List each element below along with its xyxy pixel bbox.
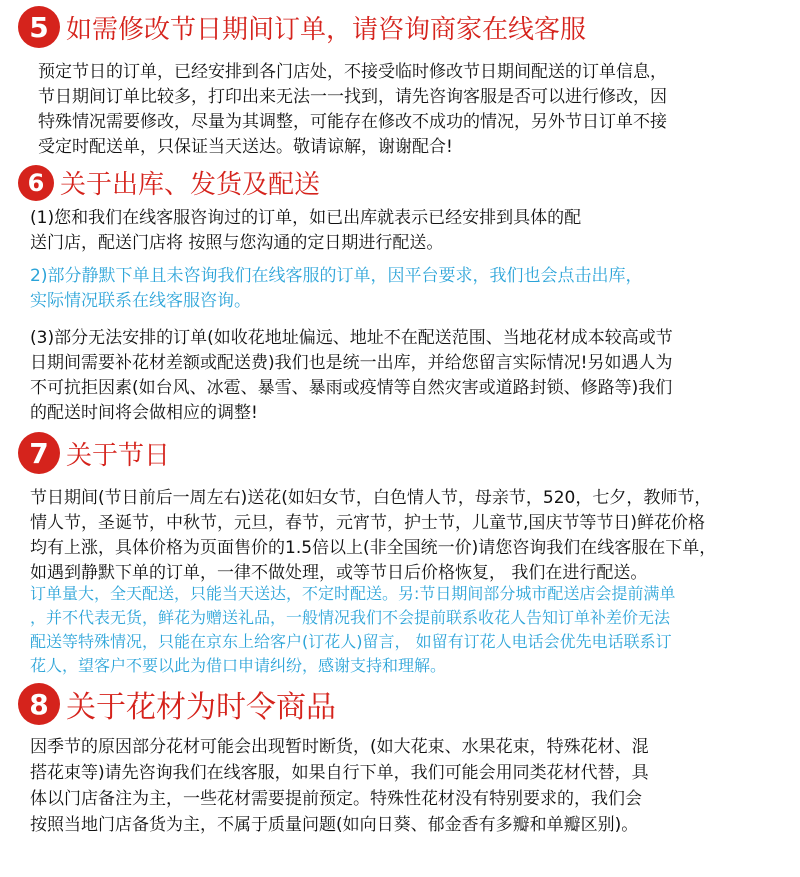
section-6-paragraph-2: 2)部分静默下单且未咨询我们在线客服的订单，因平台要求，我们也会点击出库， 实际情况联系在线客服咨询。	[30, 266, 643, 311]
section-number-badge: 5	[18, 6, 60, 48]
section-title: 关于出库、发货及配送	[60, 170, 321, 200]
section-5-header	[18, 6, 586, 48]
section-8-paragraph-1: 因季节的原因部分花材可能会出现暂时断货，(如大花束、水果花束，特殊花材、混 搭花束等)请先咨询我们在线客服，如果自行下单，我们可能会用同类花材代替，具 体以门店备注为主，一些花材需要提前预定。特殊性花材没有特别要求的，我们会 按照当地门店备货为主，不属于质量问题(如向日葵、郁金香有多瓣和单瓣区别)。	[30, 737, 649, 835]
section-title: 关于花材为时令商品	[66, 690, 336, 725]
section-5-paragraph-1: 预定节日的订单，已经安排到各门店处，不接受临时修改节日期间配送的订单信息， 节日期间订单比较多，打印出来无法一一找到，请先咨询客服是否可以进行修改，因 特殊情况需要修改，尽量为其调整，可能存在修改不成功的情况，另外节日订单不接 受定时配送单，只保证当天送达。敬请谅解，谢谢配合!	[38, 62, 667, 157]
section-6-header	[18, 164, 320, 201]
section-number-badge: 7	[18, 432, 60, 474]
section-7-paragraph-2: 订单量大，全天配送，只能当天送达，不定时配送。另:节日期间部分城市配送店会提前满单 ，并不代表无货，鲜花为赠送礼品，一般情况我们不会提前联系收花人告知订单补差价无法 配送等特殊情况，只能在京东上给客户(订花人)留言， 如留有订花人电话会优先电话联系订 花人，望客户不要以此为借口申请纠纷，感谢支持和理解。	[30, 584, 676, 675]
section-number-badge: 6	[18, 165, 54, 201]
section-number-badge: 8	[18, 683, 60, 725]
section-title: 如需修改节日期间订单，请咨询商家在线客服	[66, 14, 587, 45]
section-6-paragraph-3: (3)部分无法安排的订单(如收花地址偏远、地址不在配送范围、当地花材成本较高或节 日期间需要补花材差额或配送费)我们也是统一出库，并给您留言实际情况!另如遇人为 不可抗拒因素(如台风、冰雹、暴雪、暴雨或疫情等自然灾害或道路封锁、修路等)我们 的配送时间将会做相应的调整!	[30, 328, 673, 423]
section-8-header	[18, 682, 336, 726]
section-7-paragraph-1: 节日期间(节日前后一周左右)送花(如妇女节，白色情人节，母亲节，520，七夕，教师节， 情人节，圣诞节，中秋节，元旦，春节，元宵节，护士节，儿童节,国庆节等节日)鲜花价格 均有上涨，具体价格为页面售价的1.5倍以上(非全国统一价)请您咨询我们在线客服在下单， 如遇到静默下单的订单，一律不做处理，或等节日后价格恢复， 我们在进行配送。	[30, 488, 717, 583]
section-6-paragraph-1: (1)您和我们在线客服咨询过的订单，如已出库就表示已经安排到具体的配 送门店，配送门店将 按照与您沟通的定日期进行配送。	[30, 208, 582, 253]
section-7-header	[18, 432, 170, 474]
section-title: 关于节日	[66, 440, 171, 471]
